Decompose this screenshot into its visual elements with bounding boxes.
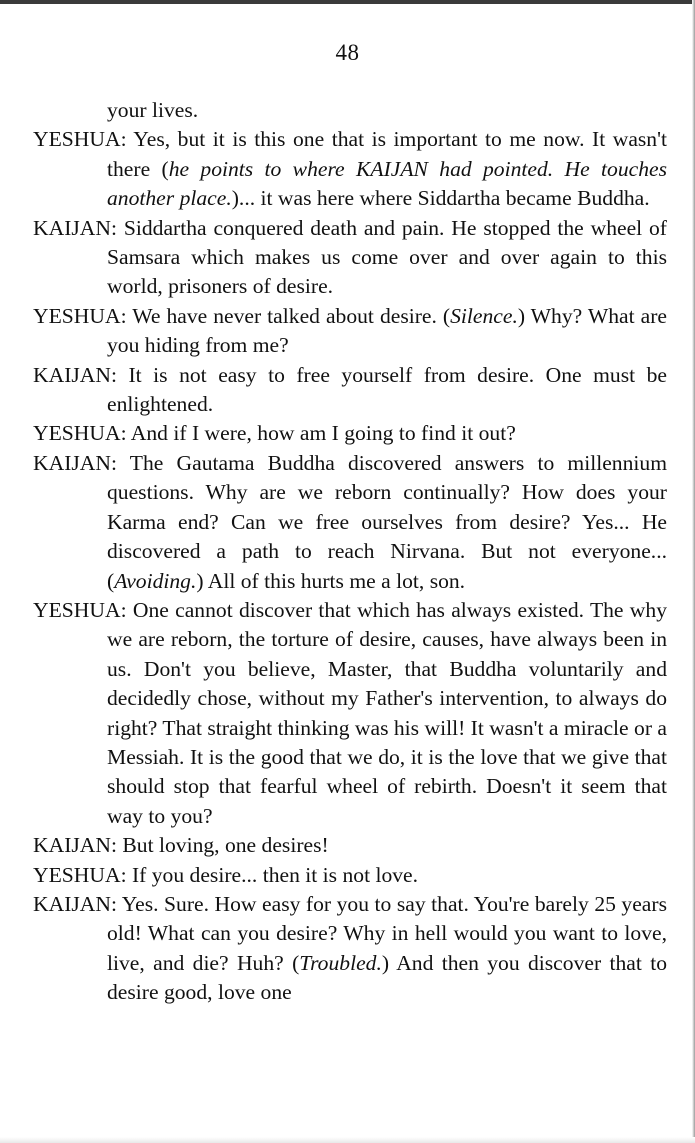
speaker-name: KAIJAN: xyxy=(33,833,117,858)
dialogue-line: ) Why? What are you hiding from me? xyxy=(107,303,667,358)
stage-direction: Silence. xyxy=(450,303,518,328)
dialogue-text xyxy=(33,96,667,1008)
dialogue-line: The Gautama Buddha discovered answers to millennium questions. Why are we reborn continually? How does your Karma end? Can we free ourselves from desire? Yes... He discovered a path to reach Nirvana. But not everyone... ( xyxy=(107,450,667,593)
dialogue-paragraph xyxy=(33,419,667,448)
stage-direction: Troubled. xyxy=(299,950,382,975)
dialogue-paragraph xyxy=(33,596,667,831)
stage-direction: Avoiding. xyxy=(114,568,197,593)
continuation-paragraph xyxy=(33,96,667,125)
dialogue-paragraph xyxy=(33,449,667,596)
speaker-name: KAIJAN: xyxy=(33,891,117,916)
dialogue-line: Yes. Sure. How easy for you to say that. You're barely 25 years old! What can you desire? Why in hell would you want to love, live, and die? Huh? ( xyxy=(107,891,667,975)
dialogue-line: )... it was here where Siddartha became Buddha. xyxy=(231,186,650,211)
dialogue-line: We have never talked about desire. ( xyxy=(126,303,451,328)
page-number: 48 xyxy=(335,40,360,65)
dialogue-paragraph xyxy=(33,361,667,420)
dialogue-line: One cannot discover that which has always existed. The why we are reborn, the torture of desire, causes, have always been in us. Don't you believe, Master, that Buddha voluntarily and decidedly chose, without my Father's intervention, to always do right? That straight thinking was his will! It wasn't a miracle or a Messiah. It is the good that we do, it is the love that we give that should stop that fearful wheel of rebirth. Doesn't it seem that way to you? xyxy=(107,597,668,828)
speaker-name: KAIJAN: xyxy=(33,362,117,387)
page-bottom-shadow xyxy=(0,1137,695,1143)
dialogue-paragraph xyxy=(33,125,667,213)
dialogue-line: Yes, but it is this one that is important to me now. It wasn't there ( xyxy=(107,127,667,181)
speaker-name: YESHUA: xyxy=(33,421,127,446)
dialogue-line: It is not easy to free yourself from desire. One must be enlightened. xyxy=(107,362,667,417)
dialogue-line: If you desire... then it is not love. xyxy=(126,862,419,887)
speaker-name: KAIJAN: xyxy=(33,450,117,475)
dialogue-line: ) And then you discover that to desire good, love one xyxy=(107,950,667,1005)
dialogue-paragraph xyxy=(33,214,667,302)
dialogue-paragraph xyxy=(33,831,667,860)
dialogue-line: But loving, one desires! xyxy=(116,833,329,858)
dialogue-paragraph xyxy=(33,861,667,890)
page-top-edge xyxy=(0,0,695,4)
speaker-name: KAIJAN: xyxy=(33,215,117,240)
speaker-name: YESHUA: xyxy=(33,303,127,328)
dialogue-line: Siddartha conquered death and pain. He stopped the wheel of Samsara which makes us come over and over again to this world, prisoners of desire. xyxy=(107,215,667,299)
dialogue-paragraph xyxy=(33,890,667,1008)
dialogue-line: ) All of this hurts me a lot, son. xyxy=(196,568,466,593)
dialogue-paragraph xyxy=(33,302,667,361)
dialogue-line: And if I were, how am I going to find it out? xyxy=(126,421,516,446)
stage-direction: he points to where KAIJAN had pointed. He touches another place. xyxy=(107,156,667,211)
speaker-name: YESHUA: xyxy=(33,862,127,887)
speaker-name: YESHUA: xyxy=(33,127,127,152)
speaker-name: YESHUA: xyxy=(33,597,127,622)
dialogue-line: your lives. xyxy=(107,98,199,122)
